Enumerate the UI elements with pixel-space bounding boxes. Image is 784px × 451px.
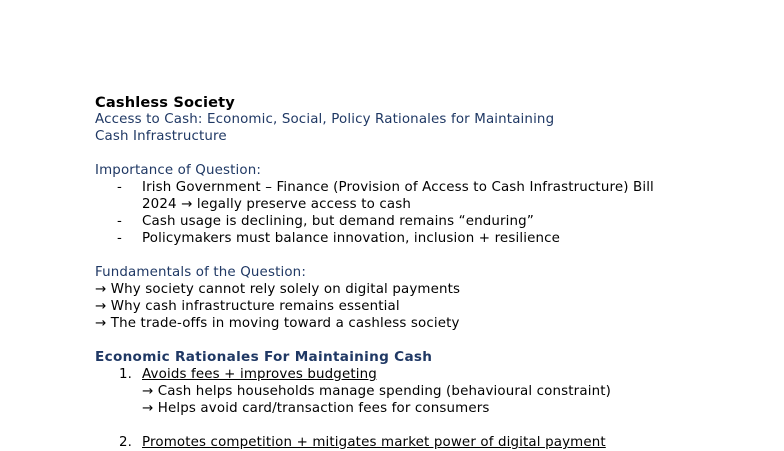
economic-item-1-sub-1: → Cash helps households manage spending (behavioural constraint) (142, 384, 611, 399)
fundamentals-heading: Fundamentals of the Question: (95, 265, 306, 280)
bullet-dash: - (117, 180, 122, 195)
importance-heading: Importance of Question: (95, 163, 262, 178)
economic-item-1-label: Avoids fees + improves budgeting (142, 367, 377, 382)
document-title: Cashless Society (95, 94, 235, 111)
spacer (95, 332, 775, 349)
bullet-dash: - (117, 231, 122, 246)
economic-item-2 (95, 434, 775, 451)
fundamentals-item-3: → The trade-offs in moving toward a cashless society (95, 316, 460, 331)
importance-item-1 (95, 179, 775, 196)
spacer (95, 247, 775, 264)
spacer (95, 417, 775, 434)
economic-item-1-number: 1. (119, 367, 133, 382)
economic-item-1 (95, 366, 775, 383)
fundamentals-item-1: → Why society cannot rely solely on digital payments (95, 282, 461, 297)
bullet-dash: - (117, 214, 122, 229)
importance-item-3 (95, 230, 775, 247)
importance-item-2 (95, 213, 775, 230)
importance-item-2-text: Cash usage is declining, but demand remains “enduring” (142, 214, 534, 229)
importance-item-1-text: Irish Government – Finance (Provision of Access to Cash Infrastructure) Bill (142, 180, 654, 195)
importance-item-1-text-cont: 2024 → legally preserve access to cash (142, 197, 411, 212)
importance-item-3-text: Policymakers must balance innovation, inclusion + resilience (142, 231, 560, 246)
fundamentals-item-2: → Why cash infrastructure remains essential (95, 299, 400, 314)
economic-item-2-label: Promotes competition + mitigates market power of digital payment (142, 435, 606, 450)
importance-item-1-cont (95, 196, 775, 213)
spacer (95, 145, 775, 162)
document-subtitle-line-2: Cash Infrastructure (95, 129, 227, 144)
document-subtitle-line-1: Access to Cash: Economic, Social, Policy Rationales for Maintaining (95, 112, 555, 127)
document-page (95, 94, 775, 451)
economic-heading: Economic Rationales For Maintaining Cash (95, 349, 433, 365)
economic-item-1-sub-2: → Helps avoid card/transaction fees for consumers (142, 401, 490, 416)
economic-item-2-number: 2. (119, 435, 133, 450)
